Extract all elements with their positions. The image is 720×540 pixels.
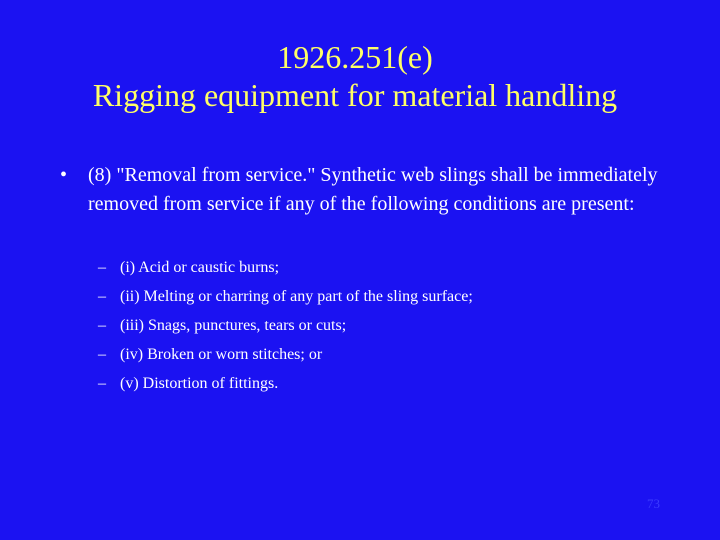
dash-icon: –: [98, 288, 106, 305]
bullet-icon: •: [60, 164, 68, 186]
list-item-text: (iii) Snags, punctures, tears or cuts;: [120, 317, 347, 334]
title-line-code: 1926.251(e): [277, 39, 433, 75]
sub-bullet-list: [98, 253, 658, 398]
slide-title: [0, 38, 710, 114]
page-number: 73: [647, 496, 660, 511]
list-item-text: (i) Acid or caustic burns;: [120, 259, 280, 276]
main-bullet-text: (8) "Removal from service." Synthetic web slings shall be immediately removed from service if any of the following conditions are present:: [88, 164, 658, 215]
dash-icon: –: [98, 375, 106, 392]
list-item-text: (ii) Melting or charring of any part of the sling surface;: [120, 288, 473, 305]
list-item: [98, 340, 658, 369]
dash-icon: –: [98, 259, 106, 276]
list-item: [98, 282, 658, 311]
dash-icon: –: [98, 317, 106, 334]
list-item-text: (v) Distortion of fittings.: [120, 375, 279, 392]
title-line-subject: Rigging equipment for material handling: [92, 77, 618, 113]
list-item-text: (iv) Broken or worn stitches; or: [120, 346, 323, 363]
main-bullet: [60, 161, 660, 219]
list-item: [98, 369, 658, 398]
dash-icon: –: [98, 346, 106, 363]
list-item: [98, 311, 658, 340]
list-item: [98, 253, 658, 282]
